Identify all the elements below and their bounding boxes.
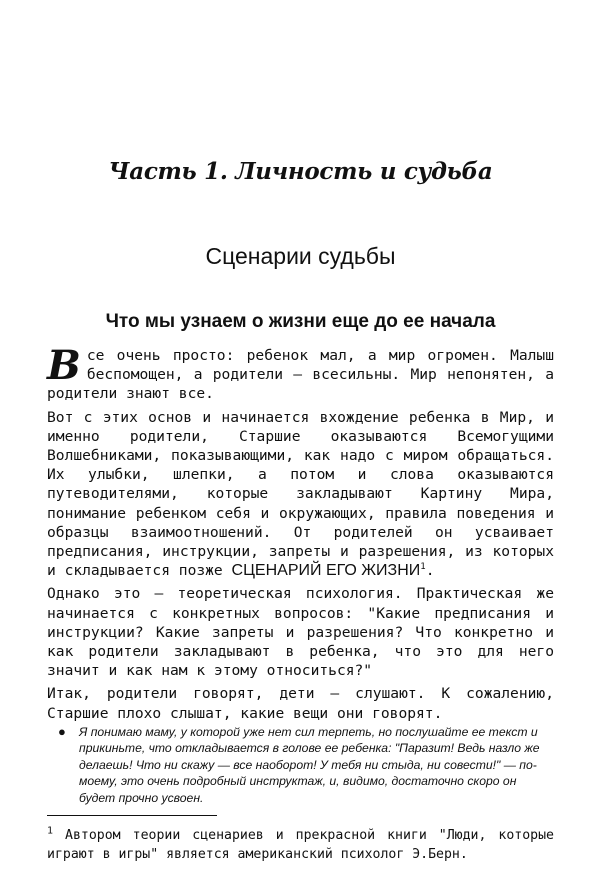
footnote-number: 1 [47, 825, 54, 837]
paragraph-1-text: се очень просто: ребенок мал, а мир огромен. Малыш беспомощен, а родители — всесильны. Мир непонятен, а родители знают все. [47, 347, 554, 403]
chapter-title: Сценарии судьбы [205, 243, 396, 269]
paragraph-3-text: Однако это — теоретическая психология. Практическая же начинается с конкретных вопросов: "Какие предписания и инструкции? Какие запреты и разрешения? Что конкретно и как родители закладывают в ребенка, что это для него значит и как нам к этому относиться?" [47, 585, 554, 680]
drop-cap: В [47, 342, 81, 389]
footnote-reference[interactable]: 1 [420, 562, 426, 573]
footnote [47, 826, 554, 864]
paragraph-2-end: . [425, 562, 435, 580]
paragraph-2 [47, 408, 554, 581]
scenario-emphasis: СЦЕНАРИЙ ЕГО ЖИЗНИ [231, 562, 421, 580]
paragraph-4-text: Итак, родители говорят, дети — слушают. К сожалению, Старшие плохо слышат, какие вещи они говорят. [47, 685, 554, 722]
paragraph-2-text: Вот с этих основ и начинается вхождение ребенка в Мир, и именно родители, Старшие оказываются Всемогущими Волшебниками, показывающими, как надо с миром обращаться. Их улыбки, шлепки, а потом и слова оказываются путеводителями, которые закладывают Картину Мира, понимание ребенком себя и окружающих, правила поведения и образцы взаимоотношений. От родителей он усваивает предписания, инструкции, запреты и разрешения, из которых и складывается позже [47, 408, 554, 580]
paragraph-3 [47, 584, 554, 680]
paragraph-1 [47, 342, 554, 404]
book-page [47, 0, 554, 889]
note-block [58, 724, 554, 806]
bullet-icon: ● [58, 724, 66, 739]
section-title: Что мы узнаем о жизни еще до ее начала [105, 311, 496, 332]
paragraph-4 [47, 684, 554, 722]
part-title: Часть 1. Личность и судьба [108, 158, 493, 185]
note-text: Я понимаю маму, у которой уже нет сил терпеть, но послушайте ее текст и прикиньте, что откладывается в голове ее ребенка: "Паразит! Ведь назло же делаешь! Что ни скажу — все наоборот! У тебя ни стыда, ни совести!" — по-моему, это очень подробный инструктаж, и, видимо, достаточно скоро он будет прочно усвоен. [79, 725, 540, 805]
footnote-divider [47, 815, 217, 816]
body-text [47, 342, 554, 727]
footnote-text: Автором теории сценариев и прекрасной книги "Люди, которые играют в игры" является американский психолог Э.Берн. [47, 828, 554, 862]
